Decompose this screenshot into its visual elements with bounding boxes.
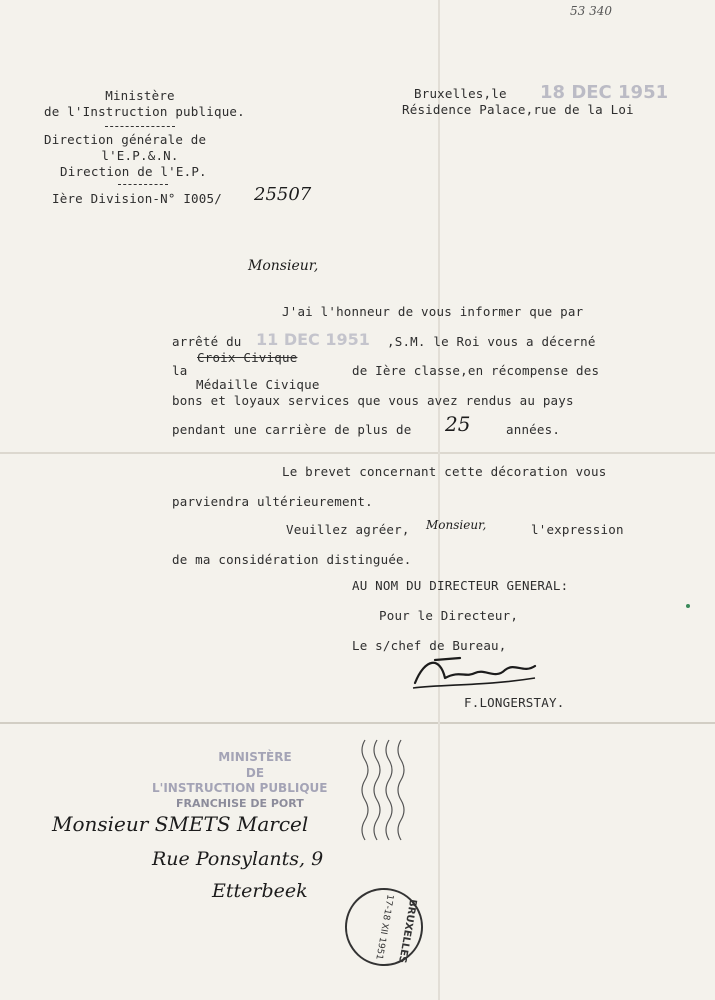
direction-line: l'E.P.&.N. [101, 148, 179, 163]
direction-line: Direction générale de [44, 132, 207, 147]
franchise-stamp-line: FRANCHISE DE PORT [176, 797, 304, 810]
addressee-street: Rue Ponsylants, 9 [152, 848, 324, 870]
body-line: arrêté du [172, 334, 242, 349]
body-line: Le brevet concernant cette décoration vous [282, 464, 607, 479]
signature-line: AU NOM DU DIRECTEUR GENERAL: [352, 578, 569, 593]
franchise-stamp-line: MINISTÈRE [218, 750, 292, 764]
postmark-city: BRUXELLES [396, 898, 419, 964]
fold-line [0, 722, 715, 724]
struck-option: Croix Civique [197, 350, 298, 365]
division-label: Ière Division-N° I005/ [52, 191, 222, 206]
fold-line [0, 452, 715, 454]
division-number: 25507 [254, 184, 312, 205]
signature-line: Le s/chef de Bureau, [352, 638, 507, 653]
body-line: pendant une carrière de plus de [172, 422, 412, 437]
fold-line [438, 0, 440, 1000]
body-line: bons et loyaux services que vous avez rendus au pays [172, 393, 574, 408]
body-line: J'ai l'honneur de vous informer que par [282, 304, 584, 319]
reference-number: 53 340 [570, 4, 612, 18]
body-line: Veuillez agréer, [286, 522, 410, 537]
addressee-town: Etterbeek [212, 880, 308, 902]
divider [118, 184, 168, 185]
franchise-stamp-line: L'INSTRUCTION PUBLIQUE [152, 781, 328, 795]
body-line: de ma considération distinguée. [172, 552, 412, 567]
postmark [339, 882, 429, 972]
direction-line: Direction de l'E.P. [60, 164, 207, 179]
decree-date-stamp: 11 DEC 1951 [256, 330, 370, 349]
divider [105, 126, 175, 127]
salutation: Monsieur, [248, 258, 319, 274]
postmark-date: 17-18 XII 1951 [373, 893, 395, 961]
ministry-line: de l'Instruction publique. [44, 104, 245, 119]
signature-line: Pour le Directeur, [379, 608, 519, 623]
body-line: l'expression [531, 522, 624, 537]
franchise-stamp-line: DE [245, 766, 265, 780]
body-line: la [172, 363, 188, 378]
body-line: ,S.M. le Roi vous a décerné [387, 334, 596, 349]
body-line: années. [506, 422, 561, 437]
body-line: parviendra ultérieurement. [172, 494, 373, 509]
addressee-name: Monsieur SMETS Marcel [52, 812, 309, 836]
signatory-name: F.LONGERSTAY. [464, 695, 565, 710]
city-line: Bruxelles,le [414, 86, 507, 101]
ink-mark [686, 604, 690, 608]
body-line: de Ière classe,en récompense des [352, 363, 600, 378]
years-of-service: 25 [445, 412, 471, 436]
address-line: Résidence Palace,rue de la Loi [402, 102, 634, 117]
decoration-name: Médaille Civique [196, 377, 320, 392]
date-stamp: 18 DEC 1951 [540, 82, 669, 103]
handwritten-salutation: Monsieur, [426, 518, 487, 532]
cancellation-lines [355, 735, 415, 845]
ministry-line: Ministère [105, 88, 175, 103]
handwritten-signature [405, 648, 545, 693]
